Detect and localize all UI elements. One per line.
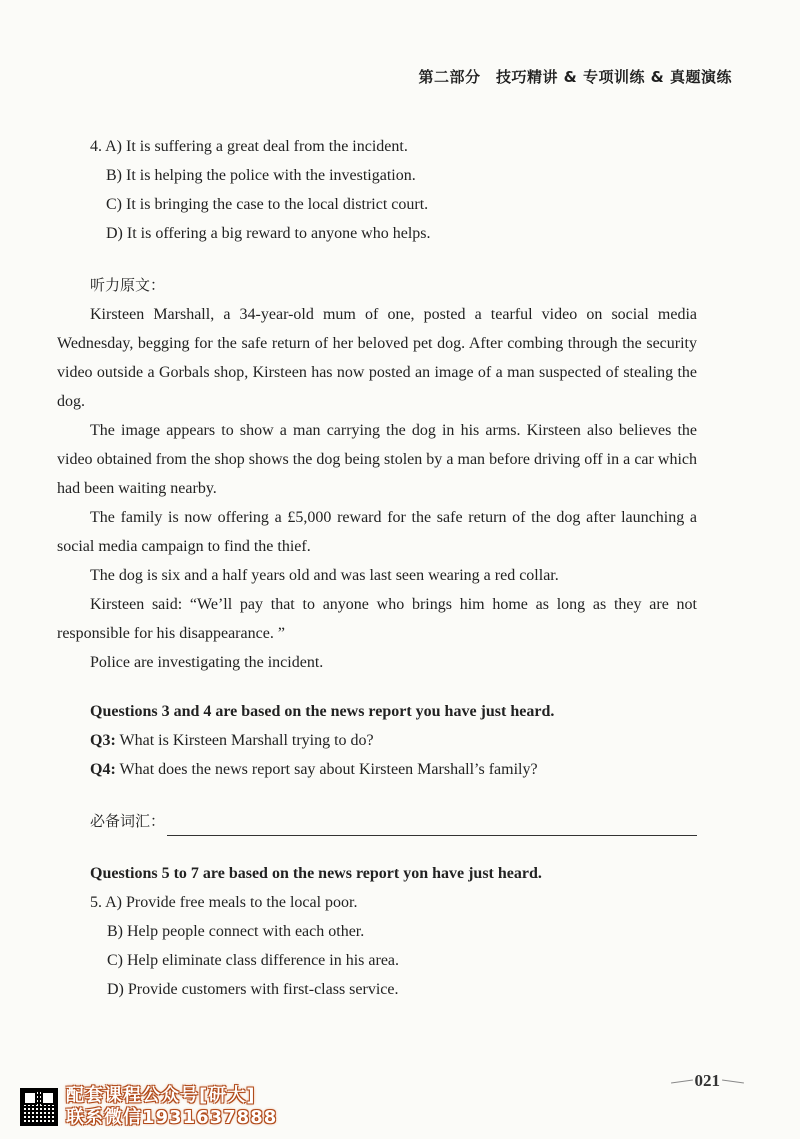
q5-option-b: B) Help people connect with each other.	[107, 923, 365, 940]
q4-option-c: C) It is bringing the case to the local district court.	[106, 196, 429, 213]
question-3-line	[90, 726, 697, 755]
vocab-write-line[interactable]	[167, 813, 697, 836]
transcript-paragraph-1: Kirsteen Marshall, a 34-year-old mum of one, posted a tearful video on social media Wednesday, begging for the safe return of her beloved pet dog. After combing through the security video outside a Gorbals shop, Kirsteen has now posted an image of a man suspected of stealing the dog.	[57, 306, 697, 410]
vocab-row	[90, 807, 697, 836]
vocab-label: 必备词汇：	[90, 812, 166, 830]
transcript-paragraph-4: The dog is six and a half years old and was last seen wearing a red collar.	[90, 567, 559, 584]
question-4-line	[90, 755, 697, 784]
q4-option-b: B) It is helping the police with the investigation.	[106, 167, 416, 184]
q5-option-c: C) Help eliminate class difference in his area.	[107, 952, 400, 969]
transcript-label: 听力原文：	[90, 276, 166, 294]
questions-3-4-heading: Questions 3 and 4 are based on the news report you have just heard.	[90, 703, 555, 720]
transcript-paragraph-2: The image appears to show a man carrying the dog in his arms. Kirsteen also believes the video obtained from the shop shows the dog being stolen by a man before driving off in a car which had been waiting nearby.	[57, 422, 697, 497]
q3-text: What is Kirsteen Marshall trying to do?	[115, 732, 374, 749]
question-5-options	[57, 888, 697, 1004]
questions-5-7-heading: Questions 5 to 7 are based on the news report yon have just heard.	[90, 865, 542, 882]
q4-option-d: D) It is offering a big reward to anyone who helps.	[106, 225, 431, 242]
watermark-text	[66, 1085, 277, 1129]
transcript-paragraph-6: Police are investigating the incident.	[90, 654, 324, 671]
q4-label: Q4:	[90, 761, 116, 778]
question-4-options	[57, 132, 697, 248]
watermark-line-1: 配套课程公众号[研大]	[66, 1085, 256, 1106]
page-content	[57, 132, 697, 1004]
q5-option-a: 5. A) Provide free meals to the local poor.	[90, 894, 358, 911]
watermark-line-2: 联系微信1931637888	[66, 1107, 278, 1128]
q4-option-a: 4. A) It is suffering a great deal from the incident.	[90, 138, 408, 155]
page-number: 021	[694, 1071, 720, 1090]
transcript-paragraph-5: Kirsteen said: “We’ll pay that to anyone who brings him home as long as they are not responsible for his disappearance. ”	[57, 596, 697, 642]
q3-label: Q3:	[90, 732, 116, 749]
page-header-section-title: 第二部分 技巧精讲 & 专项训练 & 真题演练	[418, 68, 732, 86]
transcript-body	[57, 300, 697, 677]
transcript-paragraph-3: The family is now offering a £5,000 reward for the safe return of the dog after launching a social media campaign to find the thief.	[57, 509, 697, 555]
qr-code-icon	[20, 1088, 58, 1126]
q4-text: What does the news report say about Kirsteen Marshall’s family?	[115, 761, 538, 778]
q5-option-d: D) Provide customers with first-class service.	[107, 981, 399, 998]
footer-watermark	[20, 1085, 277, 1129]
